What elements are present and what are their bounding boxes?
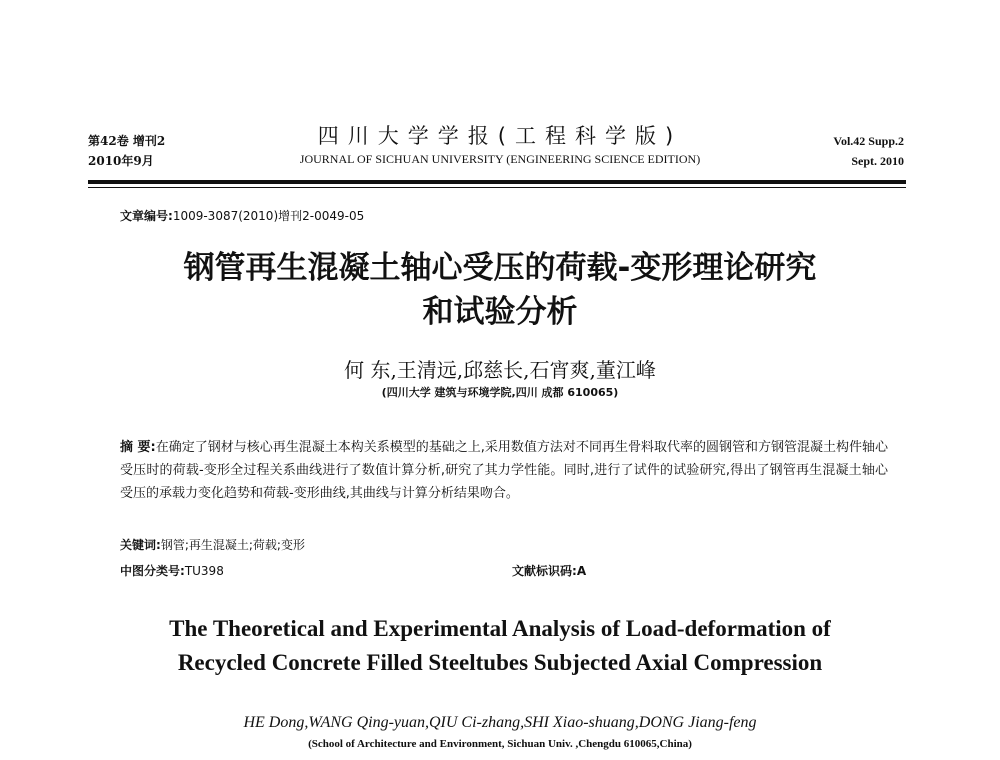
class-label: 中图分类号:: [120, 564, 185, 578]
header-rule-thick: [88, 180, 906, 184]
document-code: [512, 562, 586, 579]
class-number: TU398: [184, 564, 224, 578]
doc-label: 文献标识码:: [512, 564, 577, 578]
doc-code: A: [576, 564, 587, 578]
title-cn-line1: 钢管再生混凝土轴心受压的荷载-变形理论研究: [183, 250, 817, 286]
authors-cn: 何 东,王清远,邱慈长,石宵爽,董江峰: [344, 358, 656, 382]
title-cn: [0, 246, 1000, 334]
volume-en: Vol.42 Supp.2: [833, 134, 904, 148]
title-en: [0, 612, 1000, 680]
keywords: [120, 536, 305, 553]
abstract: [120, 436, 888, 505]
article-number-value: 1009-3087(2010)增刊2-0049-05: [172, 209, 365, 223]
volume-cn: 第42卷 增刊2: [88, 134, 166, 148]
journal-title-en: JOURNAL OF SICHUAN UNIVERSITY (ENGINEERING SCIENCE EDITION): [299, 152, 701, 166]
header-right: [833, 131, 904, 171]
date-cn: 2010年9月: [88, 154, 154, 168]
affiliation-cn: (四川大学 建筑与环境学院,四川 成都 610065): [381, 386, 619, 399]
article-number-label: 文章编号:: [120, 209, 173, 223]
keywords-text: 钢管;再生混凝土;荷载;变形: [160, 538, 305, 552]
affiliation-en: (School of Architecture and Environment, Sichuan Univ. ,Chengdu 610065,China): [308, 738, 692, 750]
title-cn-line2: 和试验分析: [422, 294, 578, 330]
classification: [120, 562, 224, 579]
keywords-label: 关键词:: [120, 538, 161, 552]
date-en: Sept. 2010: [851, 154, 904, 168]
abstract-text: 在确定了钢材与核心再生混凝土本构关系模型的基础之上,采用数值方法对不同再生骨料取代率的圆钢管和方钢管混凝土构件轴心受压时的荷载-变形全过程关系曲线进行了数值计算分析,研究了其力学性能。同时,进行了试件的试验研究,得出了钢管再生混凝土轴心受压的承载力变化趋势和荷载-变形曲线,其曲线与计算分析结果吻合。: [120, 440, 888, 501]
title-en-line2: Recycled Concrete Filled Steeltubes Subjected Axial Compression: [177, 650, 823, 675]
article-number: [120, 207, 364, 224]
journal-title-cn: 四川大学学报(工程科学版): [317, 124, 683, 148]
title-en-line1: The Theoretical and Experimental Analysis of Load-deformation of: [169, 616, 831, 641]
abstract-label: 摘 要:: [120, 440, 156, 455]
authors-en: HE Dong,WANG Qing-yuan,QIU Ci-zhang,SHI Xiao-shuang,DONG Jiang-feng: [243, 714, 757, 731]
header-rule-thin: [88, 187, 906, 188]
